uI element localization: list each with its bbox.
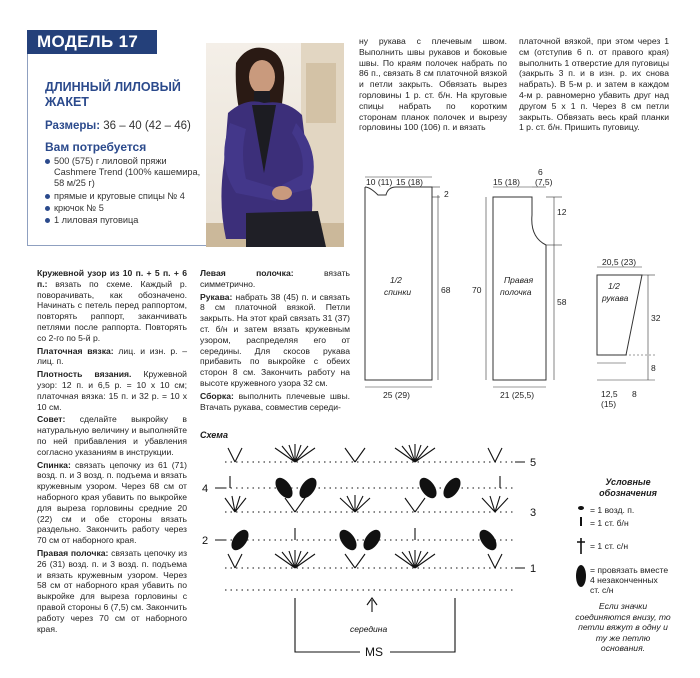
paragraph-text: выполнить плечевые швы. Втачать рукава, совместив середи- xyxy=(200,390,351,412)
materials-heading: Вам потребуется xyxy=(45,140,147,154)
paragraph-assembly xyxy=(200,391,350,413)
sleeve-dim-top: 20,5 (23) xyxy=(602,257,637,267)
back-dim-right-small: 2 xyxy=(444,189,449,199)
paragraph-assembly-continued: ну рукава с плечевым швом. Выполнить швы рукавов и боковые швы. По краям полочек набрать по 86 п., связать 8 см платочной вязкой и петли закрыть. Обвязать вырез горловины 1 р. ст. б/н. На круговые спицы набрать по коротким сторонам планок полочек и вырезу горловины 100 (106) п. и вязать xyxy=(359,36,507,133)
front-label-name: Правая xyxy=(504,275,534,285)
legend-note: Если значки соединяются внизу, то петли вяжут в одну и ту же петлю основания. xyxy=(575,601,671,653)
sizes-label: Размеры: xyxy=(45,120,101,132)
stitch-chart-symbols xyxy=(215,444,525,652)
row-number-5: 5 xyxy=(530,457,537,469)
row-number-4: 4 xyxy=(202,483,209,495)
paragraph-heading: Правая полочка: xyxy=(37,547,109,558)
materials-item: 500 (575) г лиловой пряжи Cashmere Trend (100% кашемира, 58 м/25 г) xyxy=(45,156,205,190)
legend-title xyxy=(573,477,683,499)
paragraph-heading: Плотность вязания. xyxy=(37,369,132,380)
paragraph-heading: Сборка: xyxy=(200,390,234,401)
instructions-column-4 xyxy=(519,36,669,135)
back-label-fraction: 1/2 xyxy=(390,275,402,285)
legend-title-line: обозначения xyxy=(599,488,657,498)
back-dim-top-right: 15 (18) xyxy=(396,177,423,187)
single-crochet-icon xyxy=(580,517,582,526)
paragraph-back xyxy=(37,460,187,546)
materials-item: крючок № 5 xyxy=(45,203,205,214)
row-number-1: 1 xyxy=(530,563,537,575)
front-dim-right-main: 58 xyxy=(557,297,567,307)
paragraph-text: связать цепочку из 26 (31) возд. п. и 3 возд. п. подъема и вязать кружевным узором. Через 58 см от наборного края убавить по выкройке для выреза горловины с правой стороны 6 (7,5) см. Закончить работу через 70 см от наборного края. xyxy=(37,547,188,634)
front-dim-top-left: 15 (18) xyxy=(493,177,520,187)
sleeve-label-name: рукава xyxy=(602,293,629,303)
paragraph-text: связать цепочку из 61 (71) возд. п. и 3 возд. п. подъема и вязать кружевным узором. Через 68 см от наборного края убавить по выкройке для выреза горловины средние 20 (22) см и обе стороны вязать раздельно. Закончить работу через 70 см от наборного края. xyxy=(37,459,187,546)
front-label-detail: полочка xyxy=(500,287,532,297)
back-dim-height: 68 xyxy=(441,285,451,295)
legend-item-double: = 1 ст. с/н xyxy=(590,541,629,551)
paragraph-text: набрать 38 (45) п. и связать 8 см платочной вязкой. Петли закрыть. На этот край связать 31 (37) ст. б/н и затем вязать кружевным узором, распределяя его от середины. Для скосов рукава прибавить по выкройке с обеих сторон 8 см. Закончить работу на высоте кружевного узора 32 см. xyxy=(200,291,351,388)
legend-cluster-line: = провязать вместе xyxy=(590,565,669,575)
paragraph-heading: Платочная вязка: xyxy=(37,345,114,356)
paragraph-garter-stitch xyxy=(37,346,187,368)
paragraph-heading: Спинка: xyxy=(37,459,71,470)
stitch-chart xyxy=(200,440,555,672)
back-dim-bottom: 25 (29) xyxy=(383,390,410,400)
legend-item-single: = 1 ст. б/н xyxy=(590,518,629,528)
paragraph-lace-pattern xyxy=(37,268,187,344)
instructions-column-1 xyxy=(37,268,187,636)
sleeve-dim-bottom: 12,5 xyxy=(601,389,618,399)
front-dim-top-right: 6 xyxy=(538,167,543,177)
front-dim-left: 70 xyxy=(472,285,482,295)
instructions-column-3 xyxy=(359,36,507,135)
front-dim-bottom: 21 (25,5) xyxy=(500,390,535,400)
materials-item: 1 лиловая пуговица xyxy=(45,215,205,226)
sizes-line xyxy=(45,120,191,132)
model-photo-illustration xyxy=(206,43,344,247)
legend-title-line: Условные xyxy=(605,477,651,487)
legend-item-cluster xyxy=(590,565,668,595)
paragraph-text: сделайте выкройку в натуральную величину и выполняйте по ней прибавления и убавления согласно указаниям в инструкции. xyxy=(37,414,187,457)
model-photo xyxy=(206,43,344,247)
pattern-title: ДЛИННЫЙ ЛИЛОВЫЙ ЖАКЕТ xyxy=(45,80,181,109)
legend-item-chain: = 1 возд. п. xyxy=(590,505,635,515)
sleeve-dim-right-small: 8 xyxy=(651,363,656,373)
paragraph-left-front xyxy=(200,268,350,290)
paragraph-heading: Совет: xyxy=(37,414,66,425)
chain-stitch-icon xyxy=(578,506,584,510)
sleeve-label-fraction: 1/2 xyxy=(608,281,620,291)
paragraph-text: вязать по схеме. Каждый р. поворачивать, как обозначено. Начинать с петель перед раппортом, повторять раппорт, заканчивать петлями после раппорта. Повторять со 2-го по 5-й р. xyxy=(37,278,187,343)
ms-label: MS xyxy=(365,645,383,659)
paragraph-text: лиц. и изн. р. – лиц. п. xyxy=(37,345,188,367)
front-dim-right-top: 12 xyxy=(557,207,567,217)
paragraph-heading: Рукава: xyxy=(200,291,233,302)
materials-list xyxy=(45,156,205,227)
model-badge: МОДЕЛЬ 17 xyxy=(27,30,157,54)
sizes-value: 36 – 40 (42 – 46) xyxy=(103,120,191,132)
pattern-schematics xyxy=(350,165,700,410)
sleeve-dim-bottom-right: 8 xyxy=(632,389,637,399)
back-dim-top-left: 10 (11) xyxy=(366,177,393,187)
paragraph-heading: Левая полочка: xyxy=(200,268,294,278)
front-dim-top-right-alt: (7,5) xyxy=(535,177,553,187)
paragraph-right-front xyxy=(37,548,187,634)
instructions-column-2 xyxy=(200,268,350,414)
paragraph-tip xyxy=(37,414,187,457)
paragraph-text: Кружевной узор: 12 п. и 6,5 р. = 10 х 10 см; платочная вязка: 15 п. и 32 р. = 10 х 10 см. xyxy=(37,369,187,412)
cluster-stitch-icon xyxy=(576,565,586,587)
legend-cluster-line: ст. с/н xyxy=(590,585,614,595)
paragraph-band-finishing: платочной вязкой, при этом через 1 см (отступив 6 п. от правого края) выполнить 1 отверстие для пуговицы (закрыть 3 п. и в изн. р. их снова набрать). В 5-м р. и затем в каждом 4-м р. равномерно убавить друг над другом 5 х 1 п. Через 8 см петли закрыть. Обвязать весь край планки 1 р. ст. б/н. Пришить пуговицу. xyxy=(519,36,669,133)
paragraph-heading: Кружевной узор из 10 п. + 5 п. + 6 п.: xyxy=(37,268,187,289)
row-number-2: 2 xyxy=(202,535,209,547)
paragraph-sleeves xyxy=(200,292,350,389)
center-label: середина xyxy=(350,624,388,634)
back-label-name: спинки xyxy=(384,287,412,297)
materials-item: прямые и круговые спицы № 4 xyxy=(45,191,205,202)
double-crochet-icon xyxy=(577,538,585,554)
paragraph-text: вязать симметрично. xyxy=(200,268,351,289)
row-number-3: 3 xyxy=(530,507,537,519)
sleeve-dim-bottom-alt: (15) xyxy=(601,399,617,409)
sleeve-dim-right-main: 32 xyxy=(651,313,661,323)
legend-cluster-line: 4 незаконченных xyxy=(590,575,658,585)
schema-title: Схема xyxy=(200,430,228,440)
paragraph-gauge xyxy=(37,369,187,412)
